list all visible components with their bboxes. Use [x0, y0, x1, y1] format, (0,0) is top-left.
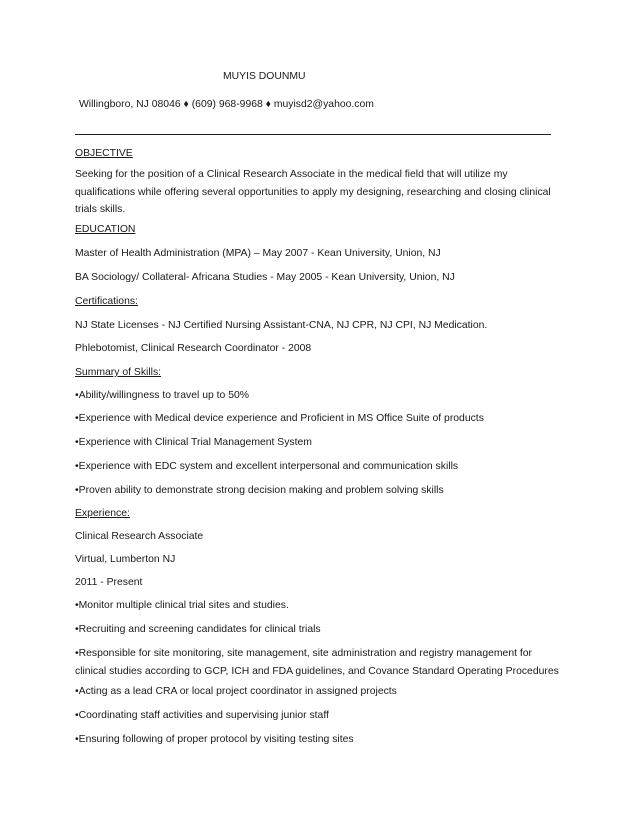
- education-item: Master of Health Administration (MPA) – May 2007 - Kean University, Union, NJ: [75, 248, 441, 259]
- certification-item: NJ State Licenses - NJ Certified Nursing Assistant-CNA, NJ CPR, NJ CPI, NJ Medication.: [75, 320, 488, 331]
- experience-bullet-line: clinical studies according to GCP, ICH and FDA guidelines, and Covance Standard Operating Procedures: [75, 665, 559, 677]
- objective-text: [75, 166, 565, 219]
- objective-heading: OBJECTIVE: [75, 148, 133, 159]
- certification-item: Phlebotomist, Clinical Research Coordinator - 2008: [75, 343, 312, 354]
- experience-heading: Experience:: [75, 508, 130, 519]
- experience-bullet: •Coordinating staff activities and supervising junior staff: [75, 710, 329, 721]
- contact-line: Willingboro, NJ 08046 ♦ (609) 968-9968 ♦ muyisd2@yahoo.com: [79, 99, 374, 110]
- experience-bullet: •Recruiting and screening candidates for clinical trials: [75, 624, 321, 635]
- skills-heading: Summary of Skills:: [75, 367, 162, 378]
- experience-bullet: •Monitor multiple clinical trial sites and studies.: [75, 600, 289, 611]
- education-item: BA Sociology/ Collateral- Africana Studies - May 2005 - Kean University, Union, NJ: [75, 272, 455, 283]
- job-location: Virtual, Lumberton NJ: [75, 554, 176, 565]
- experience-bullet: •Acting as a lead CRA or local project coordinator in assigned projects: [75, 686, 397, 697]
- objective-line: trials skills.: [75, 204, 126, 215]
- education-heading: EDUCATION: [75, 224, 136, 235]
- skill-item: •Ability/willingness to travel up to 50%: [75, 390, 250, 401]
- certifications-heading: Certifications:: [75, 296, 138, 307]
- job-dates: 2011 - Present: [75, 577, 143, 588]
- skill-item: •Experience with Medical device experience and Proficient in MS Office Suite of products: [75, 413, 484, 424]
- objective-line: qualifications while offering several opportunities to apply my designing, researching and closing clinical: [75, 186, 551, 198]
- experience-bullet-line: •Responsible for site monitoring, site management, site administration and registry management for: [75, 648, 533, 659]
- skill-item: •Experience with Clinical Trial Management System: [75, 437, 312, 448]
- objective-line: Seeking for the position of a Clinical Research Associate in the medical field that will utilize my: [75, 169, 508, 180]
- experience-bullet-multiline: [75, 645, 565, 680]
- job-title: Clinical Research Associate: [75, 531, 204, 542]
- candidate-name: MUYIS DOUNMU: [223, 71, 306, 82]
- skill-item: •Proven ability to demonstrate strong decision making and problem solving skills: [75, 485, 444, 496]
- header-divider: [75, 134, 551, 135]
- experience-bullet: •Ensuring following of proper protocol by visiting testing sites: [75, 734, 354, 745]
- skill-item: •Experience with EDC system and excellent interpersonal and communication skills: [75, 461, 459, 472]
